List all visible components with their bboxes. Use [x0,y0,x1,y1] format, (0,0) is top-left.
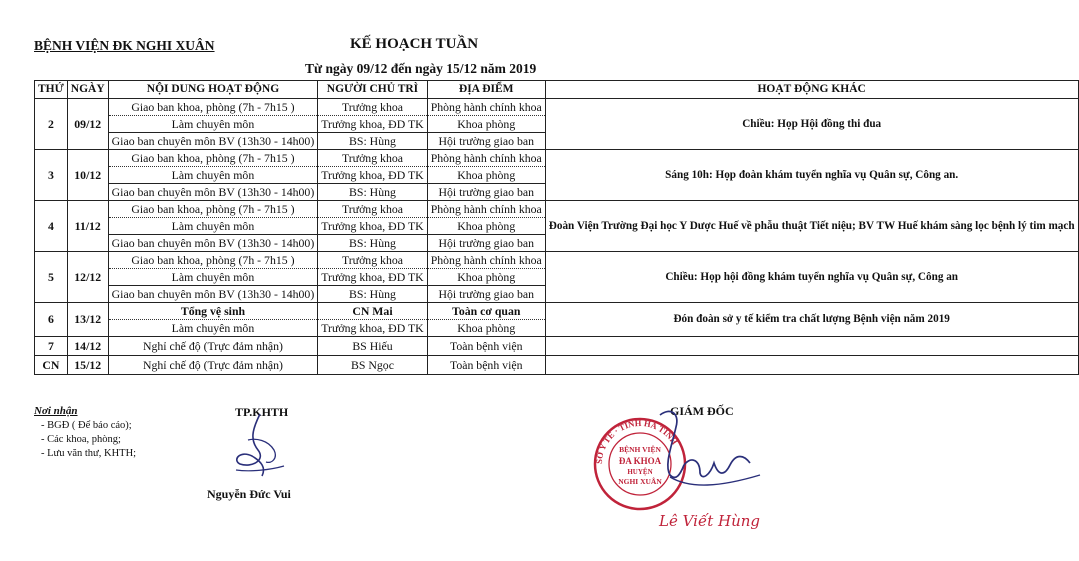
director-signature [640,405,770,497]
activity-host: BS Hiếu [318,337,427,356]
day-thu: 4 [35,201,68,252]
activity-place: Phòng hành chính khoa [427,252,545,269]
recipient-item: - Các khoa, phòng; [41,434,121,445]
day-date: 14/12 [67,337,108,356]
header-place: ĐỊA ĐIỂM [427,81,545,99]
table-row [35,252,1079,269]
day-date: 10/12 [67,150,108,201]
activity-place: Toàn bệnh viện [427,356,545,375]
activity-place: Khoa phòng [427,116,545,133]
table-row [35,303,1079,320]
activity-host: Trưởng khoa [318,150,427,167]
other-activity: Đón đoàn sở y tế kiểm tra chất lượng Bệnh viện năm 2019 [545,303,1078,337]
table-row [35,99,1079,116]
activity-host: Trưởng khoa, ĐD TK [318,269,427,286]
header-other: HOẠT ĐỘNG KHÁC [545,81,1078,99]
table-body [35,99,1079,375]
activity-host: Trưởng khoa, ĐD TK [318,167,427,184]
activity-place: Phòng hành chính khoa [427,99,545,116]
activity-host: BS: Hùng [318,133,427,150]
activity-content: Giao ban chuyên môn BV (13h30 - 14h00) [108,286,318,303]
day-date: 13/12 [67,303,108,337]
activity-place: Khoa phòng [427,167,545,184]
activity-place: Hội trường giao ban [427,286,545,303]
activity-host: Trưởng khoa [318,201,427,218]
activity-host: BS Ngọc [318,356,427,375]
recipient-item: - Lưu văn thư, KHTH; [41,448,137,459]
activity-content: Giao ban khoa, phòng (7h - 7h15 ) [108,150,318,167]
table-row [35,201,1079,218]
seal-line: ĐA KHOA [618,456,662,466]
activity-place: Hội trường giao ban [427,235,545,252]
other-activity: Đoàn Viện Trường Đại học Y Dược Huế về phẫu thuật Tiết niệu; BV TW Huế khám sàng lọc bệnh lý tim mạch [545,201,1078,252]
activity-content: Giao ban chuyên môn BV (13h30 - 14h00) [108,133,318,150]
activity-place: Phòng hành chính khoa [427,150,545,167]
recipients-title: Nơi nhận [34,405,78,417]
plan-date-range: Từ ngày 09/12 đến ngày 15/12 năm 2019 [305,61,537,76]
day-date: 15/12 [67,356,108,375]
recipients-block [34,405,136,462]
activity-host: Trưởng khoa [318,99,427,116]
khth-name: Nguyễn Đức Vui [207,487,291,501]
header-ngay: NGÀY [67,81,108,99]
day-date: 12/12 [67,252,108,303]
activity-host: BS: Hùng [318,235,427,252]
seal-line: BỆNH VIỆN [619,445,661,454]
header-thu: THỨ [35,81,68,99]
table-row [35,150,1079,167]
activity-content: Làm chuyên môn [108,167,318,184]
activity-content: Giao ban chuyên môn BV (13h30 - 14h00) [108,184,318,201]
activity-host: Trưởng khoa [318,252,427,269]
activity-host: CN Mai [318,303,427,320]
activity-place: Hội trường giao ban [427,184,545,201]
other-activity: Chiều: Họp Hội đồng thi đua [545,99,1078,150]
activity-place: Hội trường giao ban [427,133,545,150]
seal-line: HUYỆN [627,468,653,476]
activity-content: Làm chuyên môn [108,218,318,235]
activity-content: Làm chuyên môn [108,320,318,337]
activity-content: Giao ban khoa, phòng (7h - 7h15 ) [108,99,318,116]
day-date: 11/12 [67,201,108,252]
day-thu: 2 [35,99,68,150]
table-row [35,337,1079,356]
day-date: 09/12 [67,99,108,150]
activity-place: Khoa phòng [427,218,545,235]
other-activity [545,337,1078,356]
khth-title: TP.KHTH [235,405,289,419]
activity-place: Khoa phòng [427,320,545,337]
table-row [35,356,1079,375]
activity-content: Giao ban chuyên môn BV (13h30 - 14h00) [108,235,318,252]
activity-host: Trưởng khoa, ĐD TK [318,218,427,235]
activity-content: Giao ban khoa, phòng (7h - 7h15 ) [108,201,318,218]
activity-host: Trưởng khoa, ĐD TK [318,116,427,133]
khth-signature [222,410,302,482]
activity-host: BS: Hùng [318,286,427,303]
other-activity: Sáng 10h: Họp đoàn khám tuyển nghĩa vụ Quân sự, Công an. [545,150,1078,201]
header-host: NGƯỜI CHỦ TRÌ [318,81,427,99]
activity-content: Làm chuyên môn [108,116,318,133]
activity-content: Nghỉ chế độ (Trực đảm nhận) [108,356,318,375]
activity-content: Giao ban khoa, phòng (7h - 7h15 ) [108,252,318,269]
activity-content: Nghỉ chế độ (Trực đảm nhận) [108,337,318,356]
activity-host: Trưởng khoa, ĐD TK [318,320,427,337]
activity-place: Toàn cơ quan [427,303,545,320]
director-name: Lê Viết Hùng [659,512,761,530]
other-activity [545,356,1078,375]
day-thu: 5 [35,252,68,303]
director-title: GIÁM ĐỐC [670,404,734,418]
table-header-row [35,81,1079,99]
hospital-name: BỆNH VIỆN ĐK NGHI XUÂN [34,38,215,53]
header-content: NỘI DUNG HOẠT ĐỘNG [108,81,318,99]
activity-place: Khoa phòng [427,269,545,286]
day-thu: 3 [35,150,68,201]
activity-place: Toàn bệnh viện [427,337,545,356]
seal-ring-text: SỞ Y TẾ · TỈNH HÀ TĨNH [593,417,680,465]
activity-place: Phòng hành chính khoa [427,201,545,218]
day-thu: 7 [35,337,68,356]
day-thu: 6 [35,303,68,337]
plan-title: KẾ HOẠCH TUẦN [350,36,479,52]
recipient-item: - BGĐ ( Để báo cáo); [41,420,132,431]
weekly-schedule-table [34,80,1079,375]
other-activity: Chiều: Họp hội đồng khám tuyển nghĩa vụ Quân sự, Công an [545,252,1078,303]
activity-content: Tổng vệ sinh [108,303,318,320]
activity-content: Làm chuyên môn [108,269,318,286]
seal-line: NGHI XUÂN [618,477,662,486]
day-thu: CN [35,356,68,375]
activity-host: BS: Hùng [318,184,427,201]
